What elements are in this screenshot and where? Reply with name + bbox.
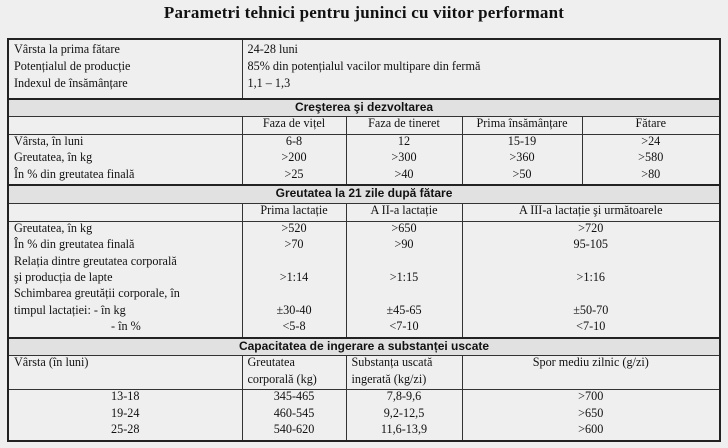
table-cell: >1:15: [346, 271, 462, 287]
intro-row: [8, 77, 720, 93]
intake-heading: Capacitatea de ingerare a substanței uscate: [8, 338, 720, 356]
table-row: [8, 151, 720, 167]
table-cell: 540-620: [242, 423, 346, 441]
table-cell: >90: [346, 238, 462, 254]
section-header-intake: [8, 338, 720, 356]
table-cell: 7,8-9,6: [346, 390, 462, 407]
table-cell: >720: [462, 221, 720, 238]
table-row: [8, 238, 720, 254]
column-header: Prima lactație: [242, 204, 346, 222]
intro-label: Potențialul de producție: [14, 59, 131, 74]
table-cell: >50: [462, 168, 582, 186]
table-cell: >650: [462, 407, 720, 423]
table-cell: 9,2-12,5: [346, 407, 462, 423]
table-cell: >200: [242, 151, 346, 167]
table-row: [8, 168, 720, 186]
section-header-weight21: [8, 185, 720, 203]
table-cell: >1:14: [242, 271, 346, 287]
row-label: Vârsta, în luni: [8, 135, 242, 152]
column-header: Fătare: [582, 117, 720, 135]
column-header: Prima însămânțare: [462, 117, 582, 135]
table-cell: 11,6-13,9: [346, 423, 462, 441]
row-label: şi producția de lapte: [14, 270, 113, 284]
row-label: În % din greutatea finală: [14, 237, 135, 252]
intake-column-headers: [8, 373, 720, 390]
table-cell: >40: [346, 168, 462, 186]
column-header: A II-a lactație: [346, 204, 462, 222]
table-cell: <7-10: [462, 320, 720, 338]
intro-label: Vârsta la prima fătare: [14, 42, 120, 56]
table-cell: ±50-70: [462, 304, 720, 320]
table-cell: 6-8: [242, 135, 346, 152]
table-row: [8, 407, 720, 423]
table-cell: >70: [242, 238, 346, 254]
parameters-table: [7, 38, 721, 442]
table-cell: >520: [242, 221, 346, 238]
table-cell: 25-28: [111, 422, 140, 437]
table-cell: 12: [346, 135, 462, 152]
column-header: Faza de vițel: [242, 117, 346, 135]
column-header: Vârsta (în luni): [14, 355, 89, 370]
intro-value: 24-28 luni: [242, 39, 720, 60]
row-label: Schimbarea greutății corporale, în: [14, 286, 180, 301]
row-label: timpul lactației: - în kg: [14, 302, 126, 317]
table-cell: >600: [462, 423, 720, 441]
weight21-heading: Greutatea la 21 zile după fătare: [8, 185, 720, 203]
table-cell: 19-24: [111, 405, 140, 420]
intake-column-headers: [8, 356, 720, 373]
table-row: [8, 320, 720, 338]
growth-column-headers: [8, 117, 720, 135]
row-label: Greutatea, în kg: [14, 150, 93, 165]
table-row: [8, 221, 720, 238]
table-cell: ±45-65: [346, 304, 462, 320]
growth-heading: Creşterea şi dezvoltarea: [8, 99, 720, 117]
table-cell: >300: [346, 151, 462, 167]
intro-value: 85% din potențialul vacilor multipare din fermă: [242, 60, 720, 76]
table-row: [8, 255, 720, 271]
table-row: [8, 304, 720, 320]
column-header: Substanța uscată: [346, 356, 462, 373]
column-header: Faza de tineret: [346, 117, 462, 135]
table-cell: 460-545: [242, 407, 346, 423]
intro-row: [8, 39, 720, 60]
weight21-column-headers: [8, 204, 720, 222]
table-cell: <5-8: [242, 320, 346, 338]
table-cell: >80: [582, 168, 720, 186]
intro-value: 1,1 – 1,3: [242, 77, 720, 93]
table-row: [8, 271, 720, 287]
table-cell: >25: [242, 168, 346, 186]
table-cell: 15-19: [462, 135, 582, 152]
table-cell: 13-18: [8, 390, 242, 407]
table-row: [8, 135, 720, 152]
table-cell: >1:16: [462, 271, 720, 287]
column-header: corporală (kg): [242, 373, 346, 390]
table-cell: ±30-40: [242, 304, 346, 320]
table-cell: <7-10: [346, 320, 462, 338]
table-cell: >650: [346, 221, 462, 238]
table-row: [8, 287, 720, 303]
row-label: Greutatea, în kg: [8, 221, 242, 238]
column-header: Spor mediu zilnic (g/zi): [462, 356, 720, 373]
document-title: Parametri tehnici pentru juninci cu viitor performant: [163, 3, 565, 22]
intro-label: Indexul de însămânțare: [14, 75, 128, 90]
row-label: - în %: [111, 319, 141, 334]
intro-row: [8, 60, 720, 76]
table-cell: >24: [582, 135, 720, 152]
table-cell: 95-105: [462, 238, 720, 254]
table-row: [8, 390, 720, 407]
table-cell: >360: [462, 151, 582, 167]
table-cell: >700: [462, 390, 720, 407]
row-label: Relația dintre greutatea corporală: [14, 253, 177, 268]
table-cell: >580: [582, 151, 720, 167]
row-label: În % din greutatea finală: [14, 166, 135, 181]
column-header: ingerată (kg/zi): [346, 373, 462, 390]
section-header-growth: [8, 99, 720, 117]
table-cell: 345-465: [242, 390, 346, 407]
table-row: [8, 423, 720, 441]
column-header: A III-a lactație şi următoarele: [462, 204, 720, 222]
column-header: Greutatea: [242, 356, 346, 373]
